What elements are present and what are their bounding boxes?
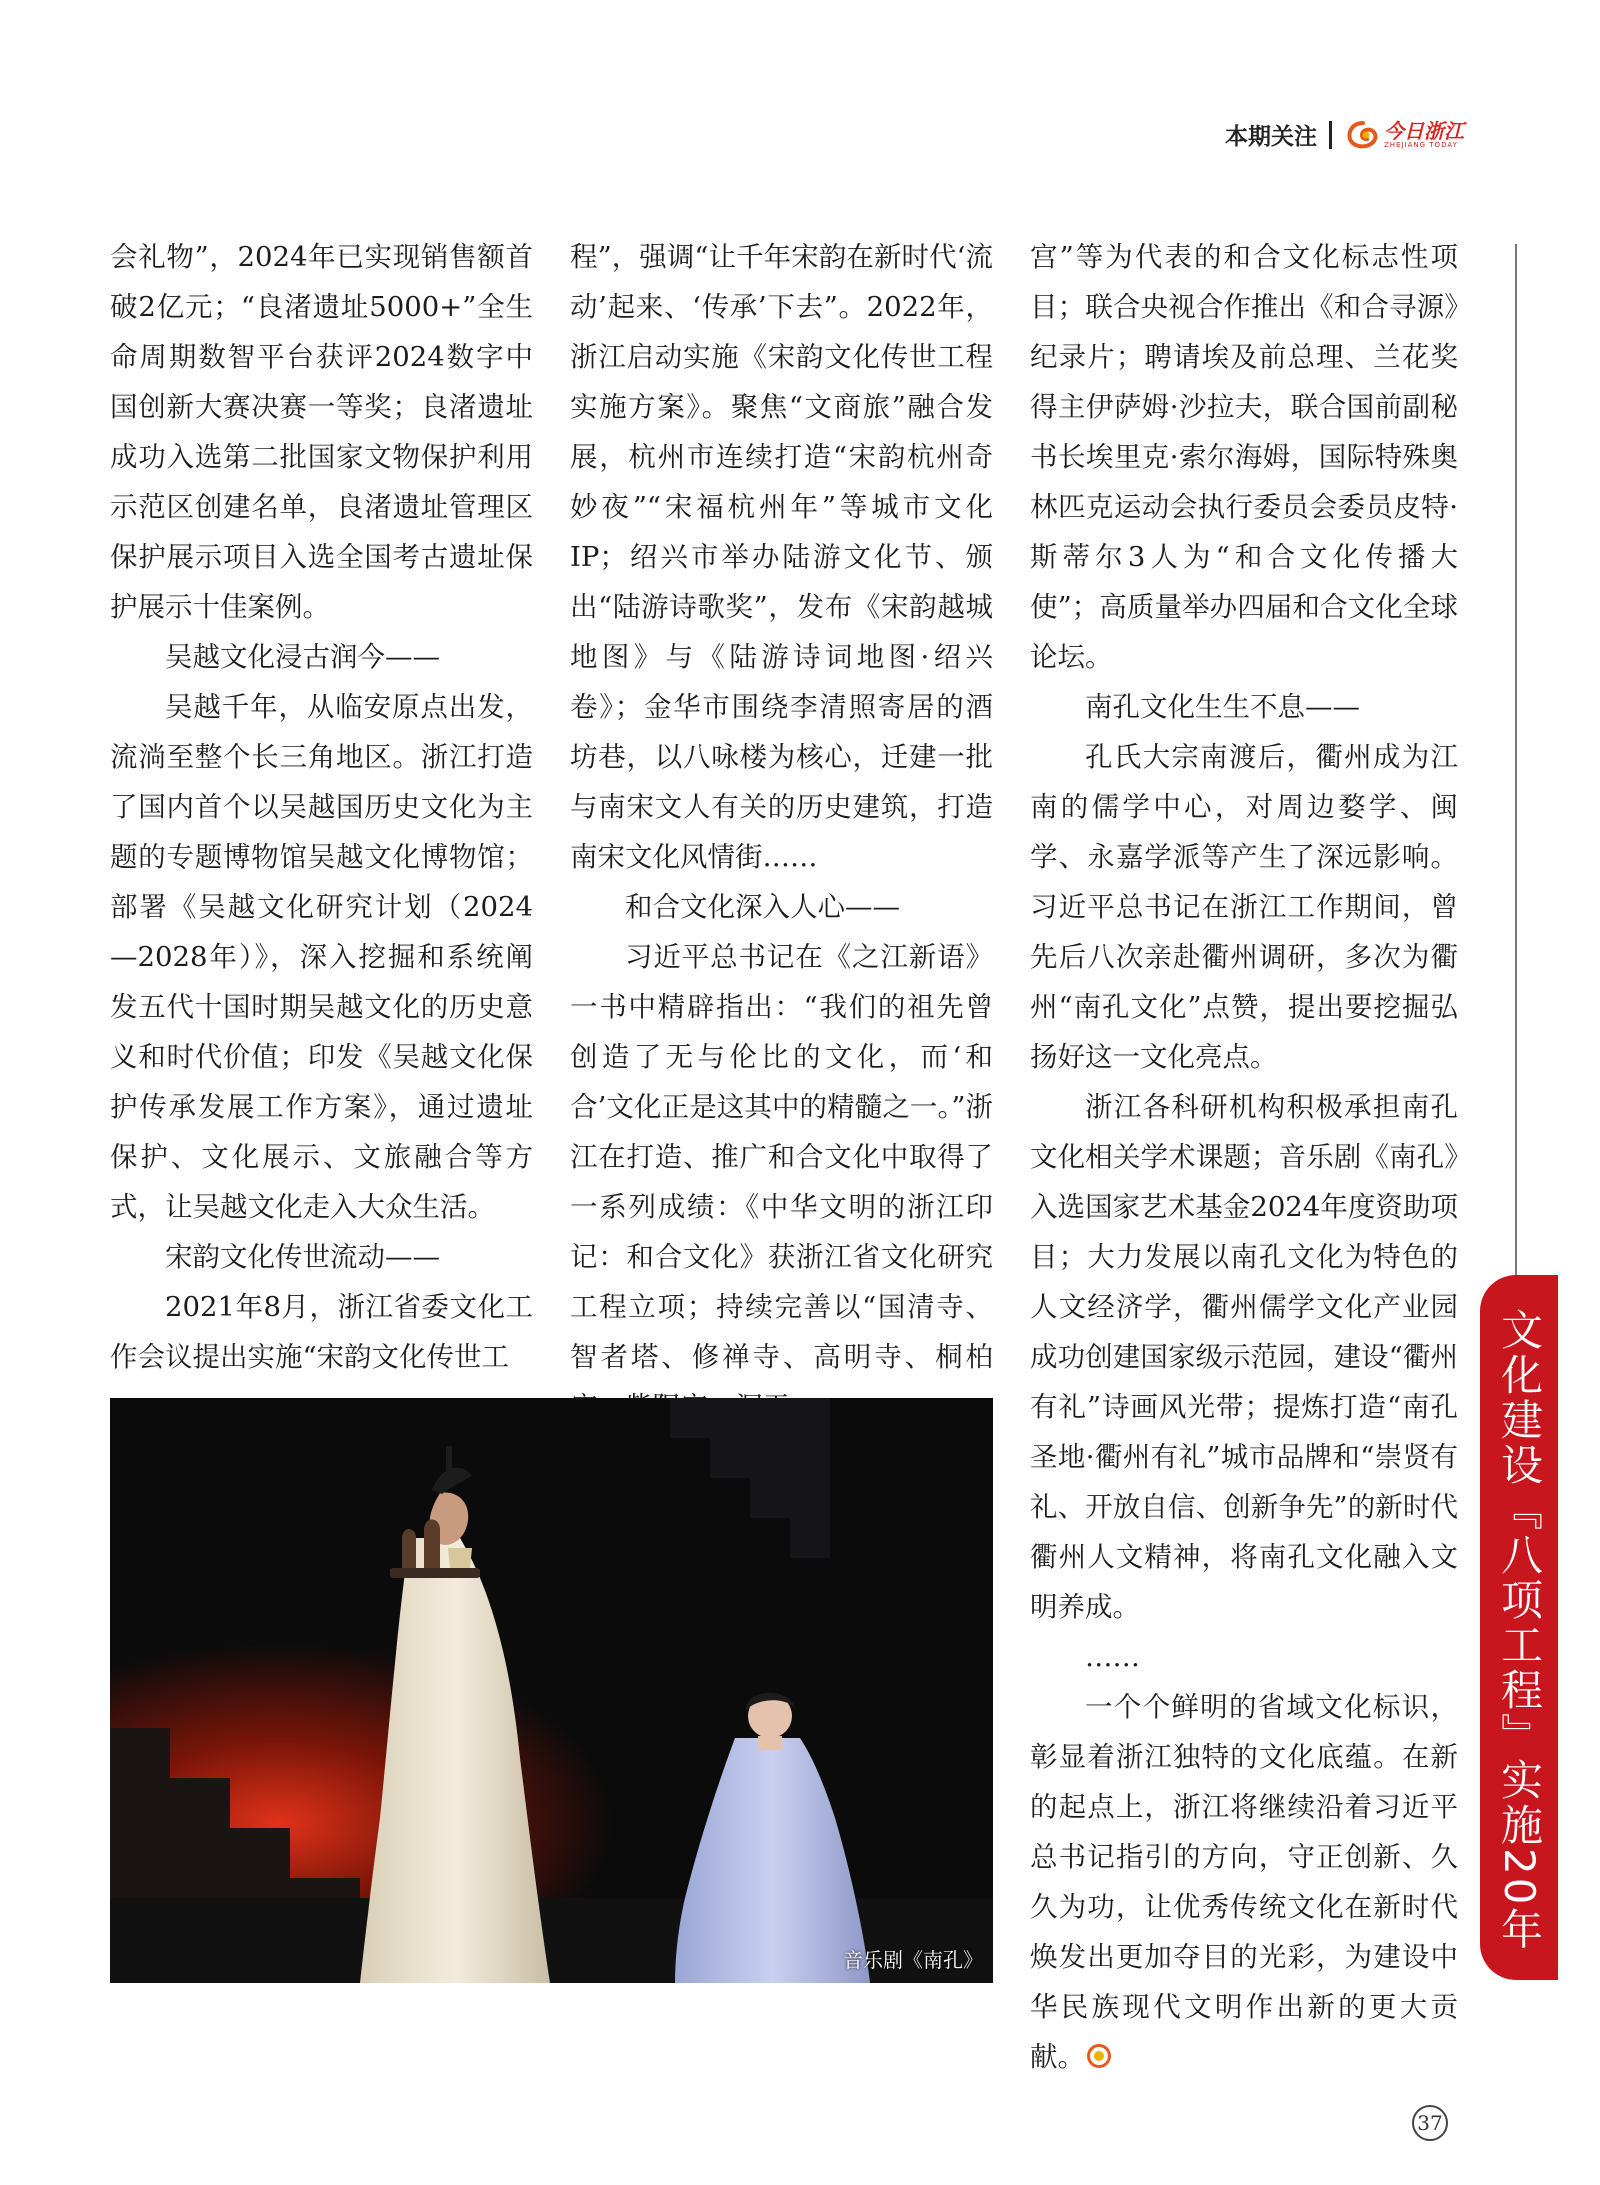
stage-scene-image	[110, 1398, 993, 1983]
header-divider	[1329, 121, 1332, 149]
paragraph: 会礼物”，2024年已实现销售额首破2亿元；“良渚遗址5000+”全生命周期数智平台获评2024数字中国创新大赛决赛一等奖；良渚遗址成功入选第二批国家文物保护利用示范区创建名单，良渚遗址管理区保护展示项目入选全国考古遗址保护展示十佳案例。	[110, 241, 533, 623]
paragraph: 习近平总书记在《之江新语》一书中精辟指出：“我们的祖先曾创造了无与伦比的文化，而‘和合’文化正是这其中的精髓之一。”浙江在打造、推广和合文化中取得了一系列成绩：《中华文明的浙江印记：和合文化》获浙江省文化研究工程立项；持续完善以“国清寺、智者塔、修禅寺、高明寺、桐柏	[570, 941, 993, 1373]
side-rule	[1515, 244, 1517, 1284]
paragraph: 程”，强调“让千年宋韵在新时代‘流动’起来、‘传承’下去”。2022年，浙江启动实施《宋韵文化传世工程实施方案》。聚焦“文商旅”融合发展，杭州市连续打造“宋韵杭州奇妙夜”“宋福杭州年”等城市文化IP；绍兴市举办陆游文化节、颁出“陆游诗歌奖”，发布《宋韵越城地图》与《陆游诗词地图·绍兴卷》；金华市围绕李清照寄居的酒坊巷，以八咏楼为核心，迁建一批与南宋文人有关的历史建筑，打造南宋文化风情街……	[570, 241, 993, 873]
page-header	[1225, 118, 1464, 151]
photo-caption: 音乐剧《南孔》	[843, 1948, 983, 1972]
series-tab-text: 文化建设『八项工程』实施20年	[1495, 1307, 1544, 1953]
text-column-2	[570, 232, 993, 1432]
subheading: 宋韵文化传世流动——	[165, 1241, 440, 1273]
section-title: 本期关注	[1225, 124, 1317, 150]
paragraph: 孔氏大宗南渡后，衢州成为江南的儒学中心，对周边婺学、闽学、永嘉学派等产生了深远影响。习近平总书记在浙江工作期间，曾先后八次亲赴衢州调研，多次为衢州“南孔文化”点赞，提出要挖掘弘扬好这一文化亮点。	[1030, 741, 1458, 1073]
ellipsis-line: ……	[1085, 1641, 1140, 1673]
magazine-logo	[1346, 120, 1464, 150]
text-column-3	[1030, 232, 1458, 2082]
end-mark-icon	[1087, 2044, 1111, 2068]
logo-english-text: ZHEJIANG TODAY	[1384, 140, 1458, 149]
paragraph: 宫”等为代表的和合文化标志性项目；联合央视合作推出《和合寻源》纪录片；聘请埃及前总理、兰花奖得主伊萨姆·沙拉夫，联合国前副秘书长埃里克·索尔海姆，国际特殊奥林匹克运动会执行委员会委员皮特·斯蒂尔3人为“和合文化传播大使”；高质量举办四届和合文化全球论坛。	[1030, 241, 1458, 673]
subheading: 和合文化深入人心——	[625, 891, 900, 923]
page-number: 37	[1412, 2105, 1448, 2141]
closing-paragraph	[1030, 1682, 1458, 2082]
subheading: 南孔文化生生不息——	[1085, 691, 1360, 723]
paragraph: 浙江各科研机构积极承担南孔文化相关学术课题；音乐剧《南孔》入选国家艺术基金2024年度资助项目；大力发展以南孔文化为特色的人文经济学，衢州儒学文化产业园成功创建国家级示范园，建设“衢州有礼”诗画风光带；提炼打造“南孔圣地·衢州有礼”城市品牌和“崇贤有礼、开放自信、创新争先”的新时代衢州人文精神，将南孔文化融入文明养成。	[1030, 1091, 1458, 1623]
logo-swirl-icon	[1346, 120, 1380, 150]
paragraph: 吴越千年，从临安原点出发，流淌至整个长三角地区。浙江打造了国内首个以吴越国历史文化为主题的专题博物馆吴越文化博物馆；部署《吴越文化研究计划（2024—2028年）》，深入挖掘和系统阐发五代十国时期吴越文化的历史意义和时代价值；印发《吴越文化保护传承发展工作方案》，通过遗址保护、文化展示、文旅融合等方式，让吴越文化走入大众生活。	[110, 691, 533, 1223]
closing-text: 一个个鲜明的省域文化标识，彰显着浙江独特的文化底蕴。在新的起点上，浙江将继续沿着习近平总书记指引的方向，守正创新、久久为功，让优秀传统文化在新时代焕发出更加夺目的光彩，为建设中华民族现代文明作出新的更大贡献。	[1030, 1691, 1458, 2073]
logo-chinese-text: 今日浙江	[1384, 118, 1464, 143]
text-column-1	[110, 232, 533, 1382]
paragraph: 2021年8月，浙江省委文化工作会议提出实施“宋韵文化传世工	[110, 1291, 533, 1373]
subheading: 吴越文化浸古润今——	[165, 641, 440, 673]
stage-photo	[110, 1398, 993, 1983]
